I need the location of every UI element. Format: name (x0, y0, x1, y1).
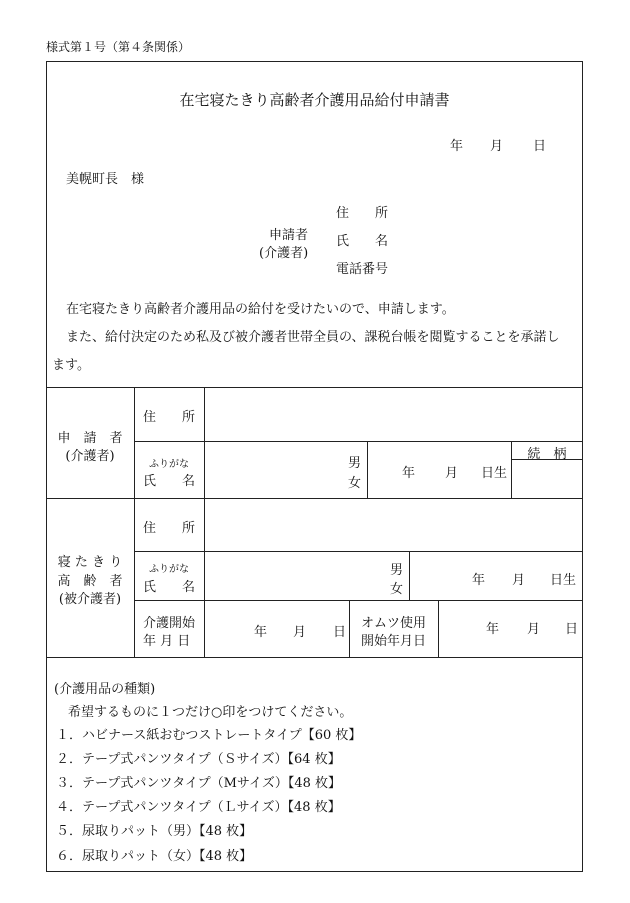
consent-paragraph-line2: ます。 (52, 358, 90, 373)
supply-option-4[interactable]: ４．テープ式パンツタイプ（Ｌサイズ）【48 枚】 (56, 800, 341, 815)
diaper-start-month: 月 (527, 622, 541, 637)
table-recipient-label-1: 寝 た き り (57, 555, 123, 570)
applicant-dob-year: 年 (402, 466, 416, 481)
supply-option-6[interactable]: ６．尿取りパット（女）【48 枚】 (56, 849, 253, 864)
date-year-label: 年 (450, 139, 464, 154)
supplies-instruction: 希望するものに１つだけ○印をつけてください。 (68, 705, 353, 720)
form-number: 様式第１号（第４条関係） (46, 40, 191, 54)
recipient-name-cell-label: 氏 名 (143, 580, 196, 595)
applicant-address-cell-label: 住 所 (143, 410, 196, 425)
diaper-start-label-2: 開始年月日 (361, 634, 427, 649)
addressee: 美幌町長 様 (66, 172, 145, 187)
applicant-caregiver-label: (介護者) (259, 246, 309, 261)
care-start-month: 月 (293, 625, 307, 640)
applicant-name-cell-label: 氏 名 (143, 474, 196, 489)
consent-paragraph-line1: また、給付決定のため私及び被介護者世帯全員の、課税台帳を閲覧することを承諾し (66, 330, 560, 345)
recipient-male-option: 男 (390, 563, 404, 578)
recipient-furigana-label: ふりがな (149, 564, 189, 575)
care-start-year: 年 (254, 625, 268, 640)
applicant-male-option: 男 (348, 456, 362, 471)
table-applicant-label: 申 請 者 (57, 431, 123, 446)
applicant-female-option: 女 (348, 476, 362, 491)
supply-option-1[interactable]: １．ハビナース紙おむつストレートタイプ【60 枚】 (56, 728, 362, 743)
supply-option-2[interactable]: ２．テープ式パンツタイプ（Ｓサイズ）【64 枚】 (56, 752, 341, 767)
date-day-label: 日 (533, 139, 547, 154)
applicant-furigana-label: ふりがな (149, 459, 189, 470)
applicant-dob-month: 月 (445, 466, 459, 481)
applicant-label: 申請者 (269, 228, 309, 243)
recipient-dob-year: 年 (472, 573, 486, 588)
table-recipient-label-3: (被介護者) (58, 592, 122, 607)
table-applicant-caregiver-label: (介護者) (65, 449, 115, 464)
supplies-heading: (介護用品の種類) (54, 682, 156, 697)
form-title: 在宅寝たきり高齢者介護用品給付申請書 (179, 91, 450, 109)
applicant-dob-day: 日生 (481, 466, 508, 481)
care-start-label-2: 年 月 日 (143, 634, 191, 649)
recipient-female-option: 女 (390, 582, 404, 597)
diaper-start-year: 年 (486, 622, 500, 637)
date-month-label: 月 (490, 139, 504, 154)
diaper-start-day: 日 (565, 622, 579, 637)
care-start-day: 日 (333, 625, 347, 640)
applicant-name-label: 氏 名 (336, 234, 389, 249)
supply-option-3[interactable]: ３．テープ式パンツタイプ（Mサイズ）【48 枚】 (56, 776, 342, 791)
relationship-label: 続 柄 (527, 447, 567, 462)
recipient-address-cell-label: 住 所 (143, 521, 196, 536)
recipient-dob-day: 日生 (550, 573, 577, 588)
applicant-address-label: 住 所 (336, 206, 389, 221)
supply-option-5[interactable]: ５．尿取りパット（男）【48 枚】 (56, 824, 253, 839)
care-start-label-1: 介護開始 (143, 616, 196, 631)
applicant-phone-label: 電話番号 (336, 262, 389, 277)
recipient-dob-month: 月 (512, 573, 526, 588)
diaper-start-label-1: オムツ使用 (361, 616, 427, 631)
request-paragraph: 在宅寝たきり高齢者介護用品の給付を受けたいので、申請します。 (66, 302, 455, 317)
table-recipient-label-2: 高 齢 者 (57, 574, 123, 589)
